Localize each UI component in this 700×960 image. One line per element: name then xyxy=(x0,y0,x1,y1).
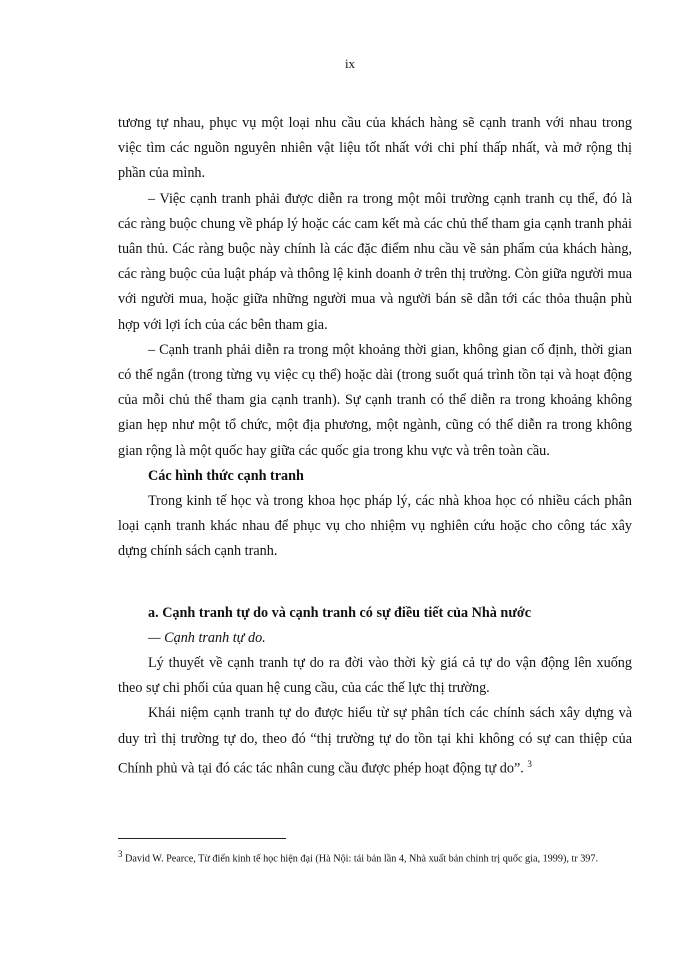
paragraph-free-competition-theory: Lý thuyết về cạnh tranh tự do ra đời vào thời kỳ giá cả tự do vận động lên xuống theo sự chi phối của quan hệ cung cầu, của các thế lực thị trường. xyxy=(118,655,632,697)
subsection-heading: a. Cạnh tranh tự do và cạnh tranh có sự điều tiết của Nhà nước xyxy=(148,604,531,621)
footnote xyxy=(118,847,638,866)
subsection-italic-label: — Cạnh tranh tự do. xyxy=(148,629,266,646)
page-number: ix xyxy=(344,56,356,71)
footnote-reference[interactable]: 3 xyxy=(527,758,532,769)
section-paragraph: Trong kinh tế học và trong khoa học pháp lý, các nhà khoa học có nhiều cách phân loại cạnh tranh khác nhau để phục vụ cho nhiệm vụ nghiên cứu hoặc cho công tác xây dựng chính sách cạnh tranh. xyxy=(118,493,632,560)
paragraph-text: Khái niệm cạnh tranh tự do được hiểu từ sự phân tích các chính sách xây dựng và duy trì thị trường tự do, theo đó “thị trường tự do tồn tại khi không có sự can thiệp của Chính phủ và tại đó các tác nhân cung cầu được phép hoạt động tự do”. xyxy=(118,705,632,777)
footnote-marker: 3 xyxy=(118,849,123,859)
paragraph-competition-environment: – Việc cạnh tranh phải được diễn ra trong một môi trường cạnh tranh cụ thể, đó là các ràng buộc chung về pháp lý hoặc các cam kết mà các chủ thể tham gia cạnh tranh phải tuân thủ. Các ràng buộc này chính là các đặc điểm nhu cầu về sản phẩm của khách hàng, các ràng buộc của luật pháp và thông lệ kinh doanh ở trên thị trường. Còn giữa người mua với người mua, hoặc giữa những người mua và người bán sẽ dẫn tới các thỏa thuận phù hợp với lợi ích của các bên tham gia. xyxy=(118,190,632,333)
footnote-text: David W. Pearce, Từ điển kinh tế học hiện đại (Hà Nội: tái bản lần 4, Nhà xuất bản chính trị quốc gia, 1999), tr 397. xyxy=(125,853,599,865)
footnote-divider xyxy=(118,838,286,839)
body-text xyxy=(118,111,632,782)
spacer xyxy=(118,565,632,601)
paragraph-competition-time-space: – Cạnh tranh phải diễn ra trong một khoảng thời gian, không gian cố định, thời gian có thể ngắn (trong từng vụ việc cụ thể) hoặc dài (trong suốt quá trình tồn tại và hoạt động của mỗi chủ thể tham gia cạnh tranh). Sự cạnh tranh có thể diễn ra trong khoảng không gian hẹp như một tổ chức, một địa phương, một ngành, cũng có thể diễn ra trong không gian rộng là một quốc hay giữa các quốc gia trong khu vực và trên toàn cầu. xyxy=(118,341,632,459)
paragraph-continued: tương tự nhau, phục vụ một loại nhu cầu của khách hàng sẽ cạnh tranh với nhau trong việc tìm các nguồn nguyên nhiên vật liệu tốt nhất với chi phí thấp nhất, và mở rộng thị phần của mình. xyxy=(118,115,632,182)
section-heading: Các hình thức cạnh tranh xyxy=(148,467,304,484)
paragraph-free-competition-concept xyxy=(118,701,632,781)
